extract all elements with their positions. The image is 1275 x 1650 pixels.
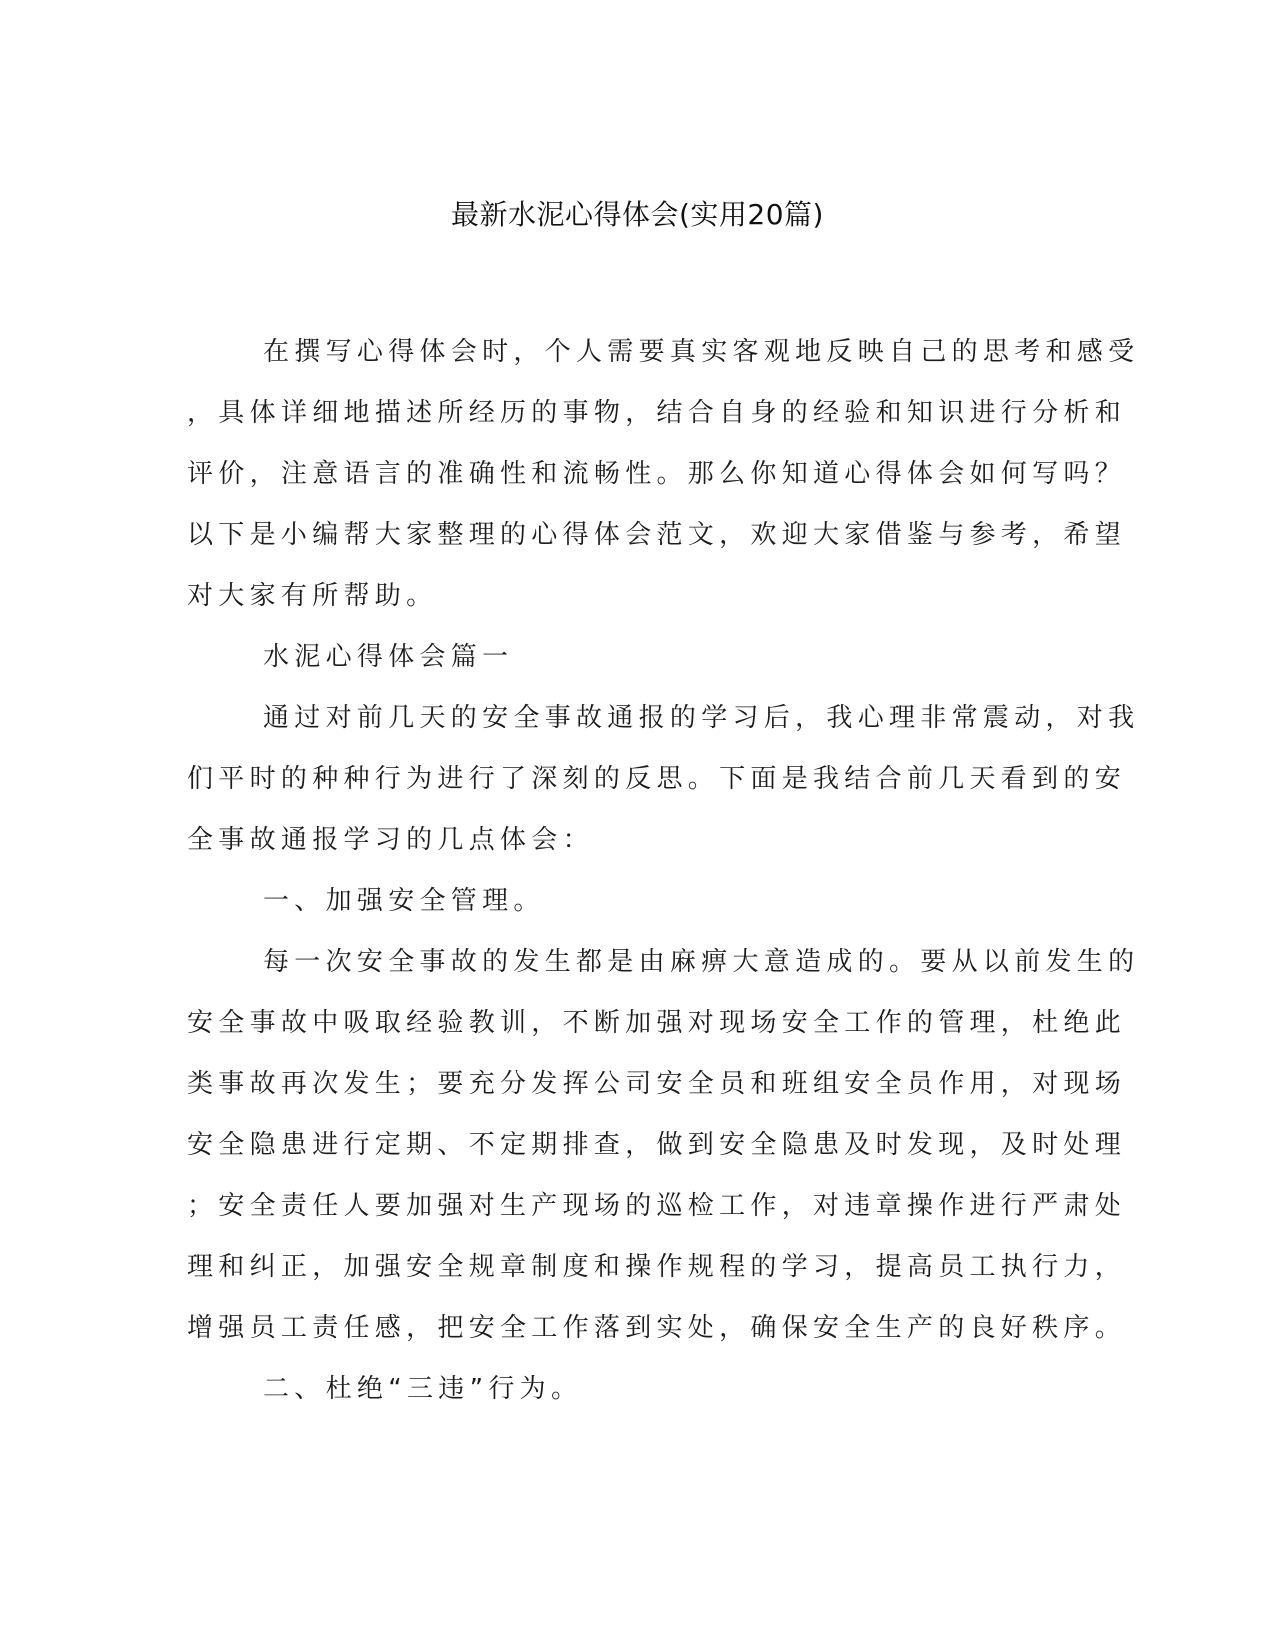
text-line: 安全隐患进行定期、不定期排查，做到安全隐患及时发现，及时处理 [187,1130,1127,1160]
text-line: 在撰写心得体会时，个人需要真实客观地反映自己的思考和感受 [263,337,1140,367]
text-line: 评价，注意语言的准确性和流畅性。那么你知道心得体会如何写吗？ [187,459,1127,489]
text-line: 增强员工责任感，把安全工作落到实处，确保安全生产的良好秩序。 [187,1313,1127,1343]
document-title: 最新水泥心得体会(实用20篇) [451,198,824,231]
text-line: ；安全责任人要加强对生产现场的巡检工作，对违章操作进行严肃处 [187,1191,1127,1221]
subheading: 二、杜绝“三违”行为。 [263,1374,583,1404]
text-line: 安全事故中吸取经验教训，不断加强对现场安全工作的管理，杜绝此 [187,1008,1127,1038]
text-line: 们平时的种种行为进行了深刻的反思。下面是我结合前几天看到的安 [187,764,1127,794]
text-line: ，具体详细地描述所经历的事物，结合自身的经验和知识进行分析和 [187,398,1127,428]
text-line: 理和纠正，加强安全规章制度和操作规程的学习，提高员工执行力， [187,1252,1127,1282]
text-line: 通过对前几天的安全事故通报的学习后，我心理非常震动，对我 [263,703,1140,733]
text-line: 每一次安全事故的发生都是由麻痹大意造成的。要从以前发生的 [263,947,1140,977]
section-heading: 水泥心得体会篇一 [263,642,514,672]
document-body [187,322,1140,1420]
text-line: 类事故再次发生；要充分发挥公司安全员和班组安全员作用，对现场 [187,1069,1127,1099]
text-line: 以下是小编帮大家整理的心得体会范文，欢迎大家借鉴与参考，希望 [187,520,1127,550]
text-line: 对大家有所帮助。 [187,581,438,611]
subheading: 一、加强安全管理。 [263,886,545,916]
text-line: 全事故通报学习的几点体会： [187,825,594,855]
